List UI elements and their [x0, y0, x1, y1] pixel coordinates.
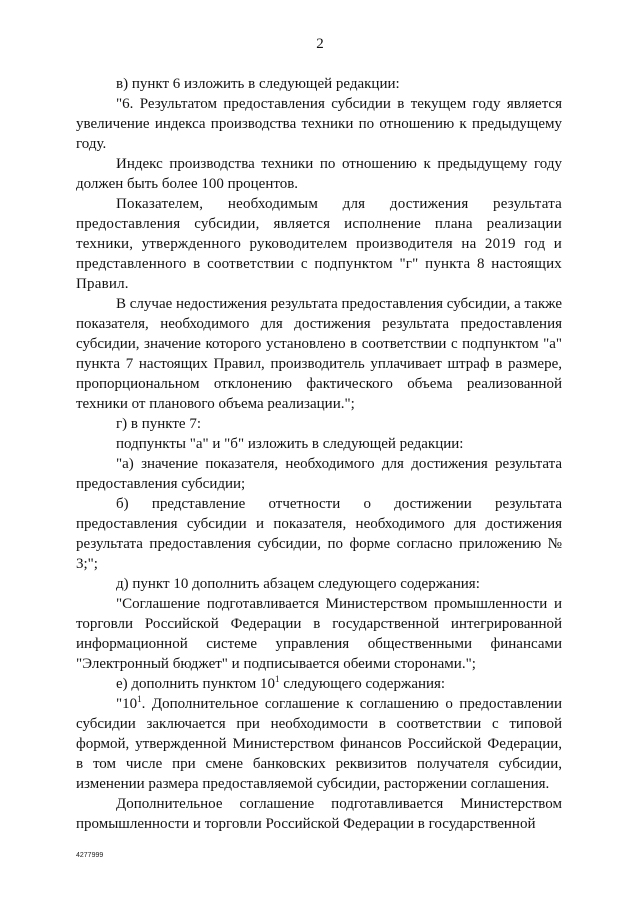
superscript-1: 1	[137, 694, 142, 704]
paragraph-item-v: в) пункт 6 изложить в следующей редакции:	[116, 76, 400, 92]
paragraph-indicator: Показателем, необходимым для достижения результата предоставления субсидии, является исполнение плана реализации техники, утвержденного руководителем производителя на 2019 год и представленного в соответствии с подпунктом "г" пункта 8 настоящих Правил.	[76, 196, 562, 292]
paragraph-subitem-a: "а) значение показателя, необходимого для достижения результата предоставления субсидии;	[76, 456, 562, 492]
paragraph-item-e-before: е) дополнить пунктом 10	[116, 676, 276, 692]
paragraph-production-index: Индекс производства техники по отношению к предыдущему году должен быть более 100 процентов.	[76, 156, 562, 192]
paragraph-penalty: В случае недостижения результата предоставления субсидии, а также показателя, необходимого для достижения результата предоставления субсидии, значение которого установлено в соответствии с подпунктом "а" пункта 7 настоящих Правил, производитель уплачивает штраф в размере, пропорциональном отклонению фактического объема реализованной техники от планового объема реализации.";	[76, 296, 562, 412]
superscript-1: 1	[275, 674, 280, 684]
document-code: 4277999	[76, 852, 104, 859]
document-body	[76, 74, 562, 834]
paragraph-point-10-1-after: . Дополнительное соглашение к соглашению о предоставлении субсидии заключается при необходимости в соответствии с типовой формой, утвержденной Министерством финансов Российской Федерации, в том числе при смене банковских реквизитов получателя субсидии, изменении размера предоставляемой субсидии, расторжении соглашения.	[76, 696, 562, 792]
page-number: 2	[316, 36, 324, 52]
paragraph-point-10-1-before: "10	[116, 696, 138, 712]
paragraph-item-g: г) в пункте 7:	[116, 416, 202, 432]
paragraph-point-10-1	[76, 694, 562, 794]
paragraph-additional-agreement: Дополнительное соглашение подготавливается Министерством промышленности и торговли Российской Федерации в государственной	[76, 796, 562, 832]
paragraph-item-e	[76, 674, 562, 694]
paragraph-item-e-after: следующего содержания:	[279, 676, 446, 692]
paragraph-subitem-b: б) представление отчетности о достижении результата предоставления субсидии и показателя, необходимого для достижения результата предоставления субсидии, по форме согласно приложению № 3;";	[76, 496, 562, 572]
paragraph-item-d: д) пункт 10 дополнить абзацем следующего содержания:	[116, 576, 480, 592]
paragraph-subitems-a-b: подпункты "а" и "б" изложить в следующей редакции:	[116, 436, 464, 452]
paragraph-point-6-result: "6. Результатом предоставления субсидии в текущем году является увеличение индекса производства техники по отношению к предыдущему году.	[76, 96, 562, 152]
paragraph-agreement: "Соглашение подготавливается Министерством промышленности и торговли Российской Федерации в государственной интегрированной информационной системе управления общественными финансами "Электронный бюджет" и подписывается обеими сторонами.";	[76, 596, 562, 672]
